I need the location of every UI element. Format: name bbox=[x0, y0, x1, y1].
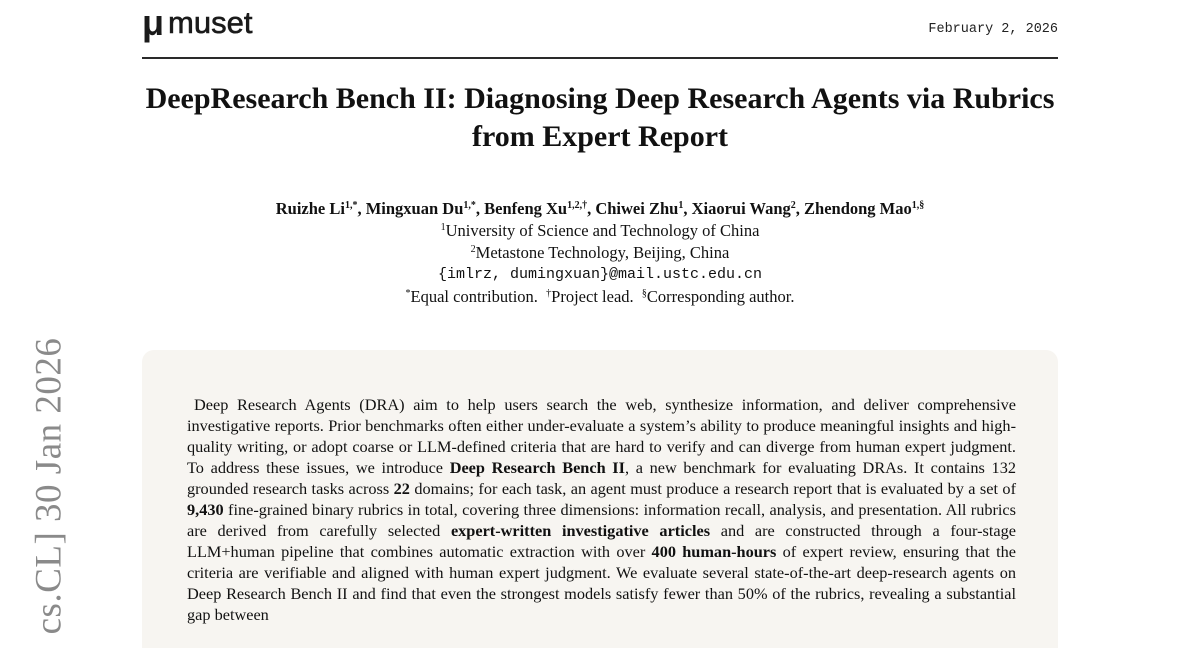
logo-text: muset bbox=[168, 5, 253, 40]
muset-logo bbox=[142, 4, 252, 42]
author-notes: *Equal contribution. †Project lead. §Corresponding author. bbox=[405, 287, 795, 306]
author: Xiaorui Wang$^2$, bbox=[691, 199, 805, 218]
header-divider bbox=[142, 57, 1058, 59]
author: Mingxuan $Du^{1,*}$, bbox=[365, 199, 485, 218]
paper-title: DeepResearch Bench II: Diagnosing Deep Research Agents via Rubrics from Expert Report bbox=[145, 82, 1055, 153]
author-block bbox=[142, 198, 1058, 308]
header-date: February 2, 2026 bbox=[928, 22, 1058, 37]
author: Ruizhe $Li^{1,*}$, bbox=[275, 199, 366, 218]
author-list bbox=[142, 198, 1058, 220]
affiliation: $^2$Metastone Technology, Beijing, China bbox=[470, 243, 730, 262]
contact-email: {imlrz, dumingxuan}@mail.ustc.edu.cn bbox=[437, 266, 763, 283]
mu-logo-icon: μ bbox=[142, 2, 165, 43]
page-header bbox=[142, 2, 1058, 56]
author: Benfeng $Xu^{1,2,\dagger}$, bbox=[484, 199, 596, 218]
abstract-box bbox=[142, 350, 1058, 648]
abstract-text: Deep Research Agents (DRA) aim to help users search the web, synthesize information, and deliver comprehensive investigative reports. Prior benchmarks often either under-evaluate a system’s ability to produce meaningful insights and high-quality writing, or adopt coarse or LLM-defined criteria that are hard to verify and can diverge from human expert judgment. To address these issues, we introduce Deep Research Bench II, a new benchmark for evaluating DRAs. It contains 132 grounded research tasks across 22 domains; for each task, an agent must produce a research report that is evaluated by a set of 9,430 fine-grained binary rubrics in total, covering three dimensions: information recall, analysis, and presentation. All rubrics are derived from carefully selected expert-written investigative articles and are constructed through a four-stage LLM+human pipeline that combines automatic extraction with over 400 human-hours of expert review, ensuring that the criteria are verifiable and aligned with human expert judgment. We evaluate several state-of-the-art deep-research agents on Deep Research Bench II and find that even the strongest models satisfy fewer than 50% of the rubrics, revealing a substantial gap between bbox=[187, 395, 1017, 624]
arxiv-sidebar-id: cs.CL] 30 Jan 2026 bbox=[28, 337, 70, 635]
author: Chiwei Zhu$^1$, bbox=[595, 199, 692, 218]
author: Zhendong Mao$^{1,\S}$ bbox=[804, 199, 925, 218]
affiliation: $^1$University of Science and Technology of China bbox=[440, 221, 760, 240]
